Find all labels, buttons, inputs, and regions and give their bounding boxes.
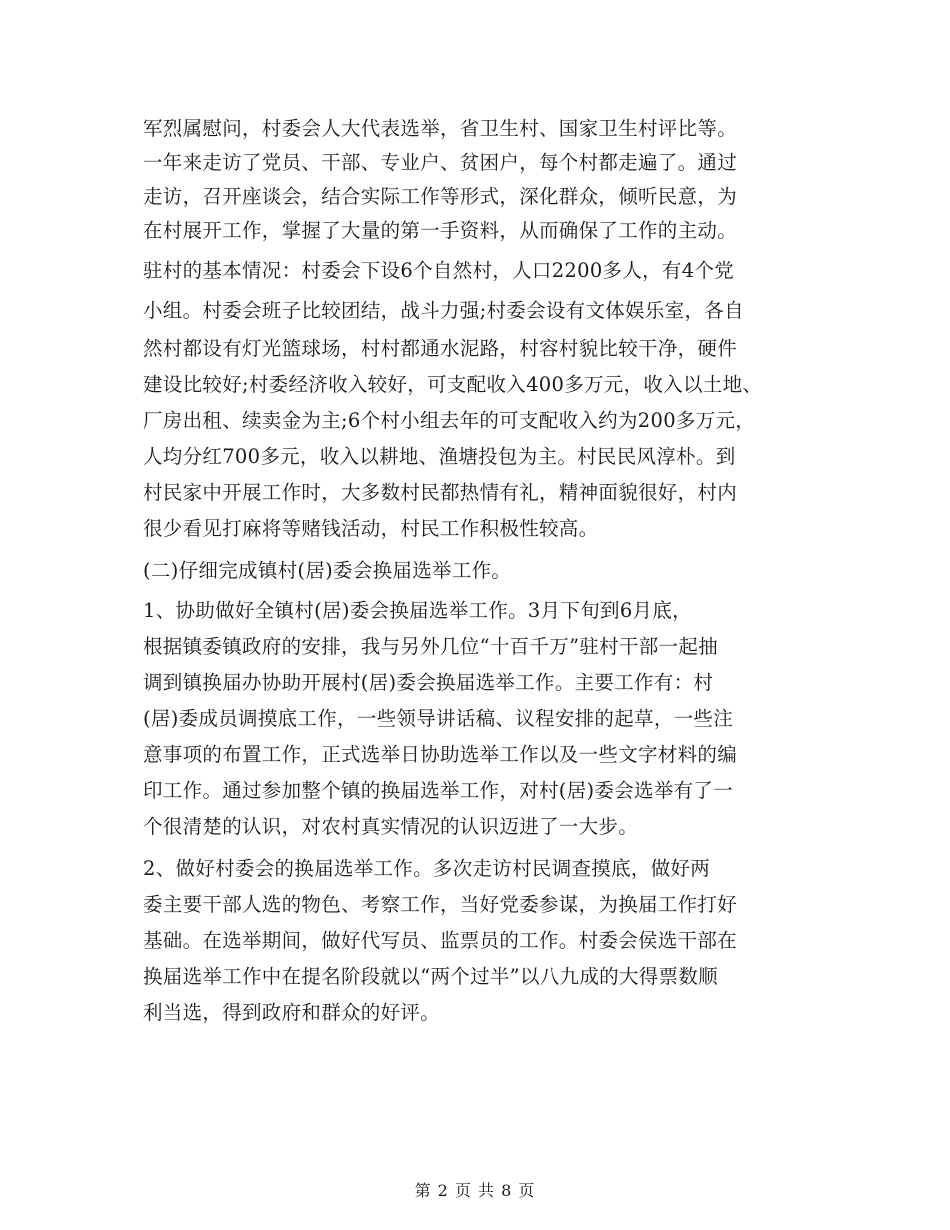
text-line: 换届选举工作中在提名阶段就以“两个过半”以八九成的大得票数顺 (143, 965, 718, 988)
text-line: 印工作。通过参加整个镇的换届选举工作，对村(居)委会选举有了一 (143, 779, 734, 802)
text-line: 小组。村委会班子比较团结，战斗力强;村委会设有文体娱乐室，各自 (143, 299, 744, 322)
text-line: 调到镇换届办协助开展村(居)委会换届选举工作。主要工作有：村 (143, 671, 714, 694)
text-line: 军烈属慰问，村委会人大代表选举，省卫生村、国家卫生村评比等。 (143, 117, 738, 140)
text-line: 然村都设有灯光篮球场，村村都通水泥路，村容村貌比较干净，硬件 (143, 337, 738, 360)
text-line: 利当选，得到政府和群众的好评。 (143, 1001, 441, 1024)
text-line: 个很清楚的认识，对农村真实情况的认识迈进了一大步。 (143, 815, 639, 838)
text-line: 根据镇委镇政府的安排，我与另外几位“十百千万”驻村干部一起抽 (143, 635, 718, 658)
text-line: 基础。在选举期间，做好代写员、监票员的工作。村委会侯选干部在 (143, 929, 738, 952)
text-line: 厂房出租、续卖金为主;6个村小组去年的可支配收入约为200多万元， (143, 409, 756, 432)
text-line: 1、协助做好全镇村(居)委会换届选举工作。3月下旬到6月底， (143, 599, 692, 622)
text-line: 村民家中开展工作时，大多数村民都热情有礼，精神面貌很好，村内 (143, 481, 738, 504)
text-line: 驻村的基本情况：村委会下设6个自然村，人口2200多人，有4个党 (143, 259, 735, 282)
text-line: 人均分红700多元，收入以耕地、渔塘投包为主。村民民风淳朴。到 (143, 445, 736, 468)
text-line: 在村展开工作，掌握了大量的第一手资料，从而确保了工作的主动。 (143, 219, 738, 242)
text-line: 建设比较好;村委经济收入较好，可支配收入400多万元，收入以土地、 (143, 373, 763, 396)
text-line: 2、做好村委会的换届选举工作。多次走访村民调查摸底，做好两 (143, 857, 711, 880)
text-line: 很少看见打麻将等赌钱活动，村民工作积极性较高。 (143, 517, 599, 540)
section-heading: (二)仔细完成镇村(居)委会换届选举工作。 (143, 559, 512, 582)
text-line: 意事项的布置工作，正式选举日协助选举工作以及一些文字材料的编 (143, 743, 738, 766)
text-line: 走访，召开座谈会，结合实际工作等形式，深化群众，倾听民意，为 (143, 185, 738, 208)
text-line: (居)委成员调摸底工作，一些领导讲话稿、议程安排的起草，一些注 (143, 707, 734, 730)
text-line: 委主要干部人选的物色、考察工作，当好党委参谋，为换届工作打好 (143, 893, 738, 916)
page-number-footer: 第 2 页 共 8 页 (414, 1181, 536, 1200)
text-line: 一年来走访了党员、干部、专业户、贫困户，每个村都走遍了。通过 (143, 151, 738, 174)
